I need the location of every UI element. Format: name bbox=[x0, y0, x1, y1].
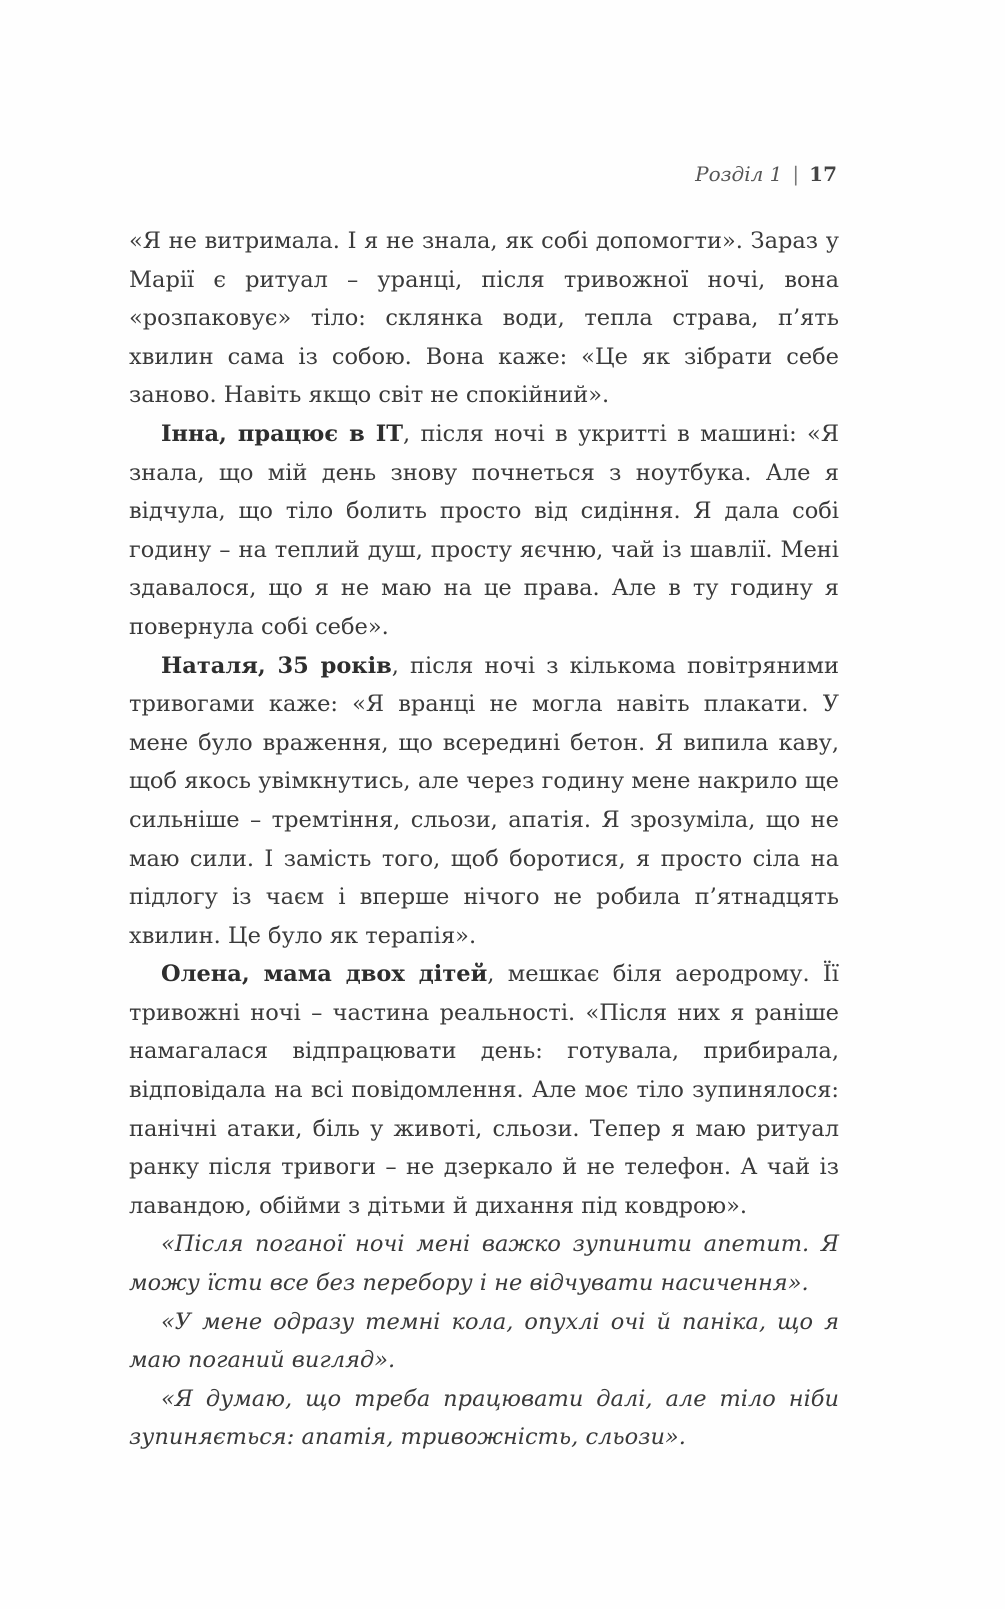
running-head bbox=[695, 162, 837, 186]
paragraph-text: , мешкає біля аеродрому. Її тривожні ночі – частина реальності. «Після них я раніше намагалася відпрацювати день: готувала, прибирала, відповідала на всі повідомлення. Але моє тіло зупинялося: панічні атаки, біль у животі, сльози. Тепер я маю ритуал ранку після тривоги – не дзеркало й не телефон. А чай із лавандою, обійми з дітьми й дихання під ковдрою». bbox=[129, 961, 840, 1219]
paragraph-3 bbox=[129, 647, 839, 956]
paragraph-lead: Олена, мама двох дітей bbox=[161, 961, 488, 988]
paragraph-lead: Наталя, 35 років bbox=[161, 652, 392, 679]
paragraph-text: «Я не витримала. І я не знала, як собі допомогти». Зараз у Марії є ритуал – уранці, після тривожної ночі, вона «розпаковує» тіло: склянка води, тепла страва, п’ять хвилин сама із собою. Вона каже: «Це як зібрати себе заново. Навіть якщо світ не спокійний». bbox=[129, 228, 839, 409]
paragraph-4 bbox=[129, 955, 839, 1225]
quote-2: «У мене одразу темні кола, опухлі очі й паніка, що я маю поганий вигляд». bbox=[129, 1308, 839, 1374]
running-head-separator: | bbox=[792, 162, 800, 186]
page-number: 17 bbox=[809, 162, 837, 186]
paragraph-text: , після ночі з кількома повітряними тривогами каже: «Я вранці не могла навіть плакати. У мене було враження, що всередині бетон. Я випила каву, щоб якось увімкнутись, але через годину мене накрило ще сильніше – тремтіння, сльози, апатія. Я зрозуміла, що не маю сили. І замість того, щоб боротися, я просто сіла на підлогу із чаєм і вперше нічого не робила п’ятнадцять хвилин. Це було як терапія». bbox=[129, 652, 839, 949]
quote-1: «Після поганої ночі мені важко зупинити апетит. Я можу їсти все без перебору і не відчувати насичення». bbox=[129, 1231, 839, 1297]
paragraph-text: , після ночі в укритті в машині: «Я знала, що мій день знову почнеться з ноутбука. Але я відчула, що тіло болить просто від сидіння. Я дала собі годину – на теплий душ, просту яєчню, чай із шавлії. Мені здавалося, що я не маю на це права. Але в ту годину я повернула собі себе». bbox=[129, 420, 839, 640]
paragraph-1 bbox=[129, 222, 839, 415]
paragraph-lead: Інна, працює в ІТ bbox=[161, 420, 403, 447]
paragraph-2 bbox=[129, 415, 839, 647]
chapter-label: Розділ 1 bbox=[695, 162, 783, 186]
quote-3: «Я думаю, що треба працювати далі, але тіло ніби зупиняється: апатія, тривожність, сльози». bbox=[129, 1385, 839, 1451]
body-text bbox=[129, 222, 839, 1457]
